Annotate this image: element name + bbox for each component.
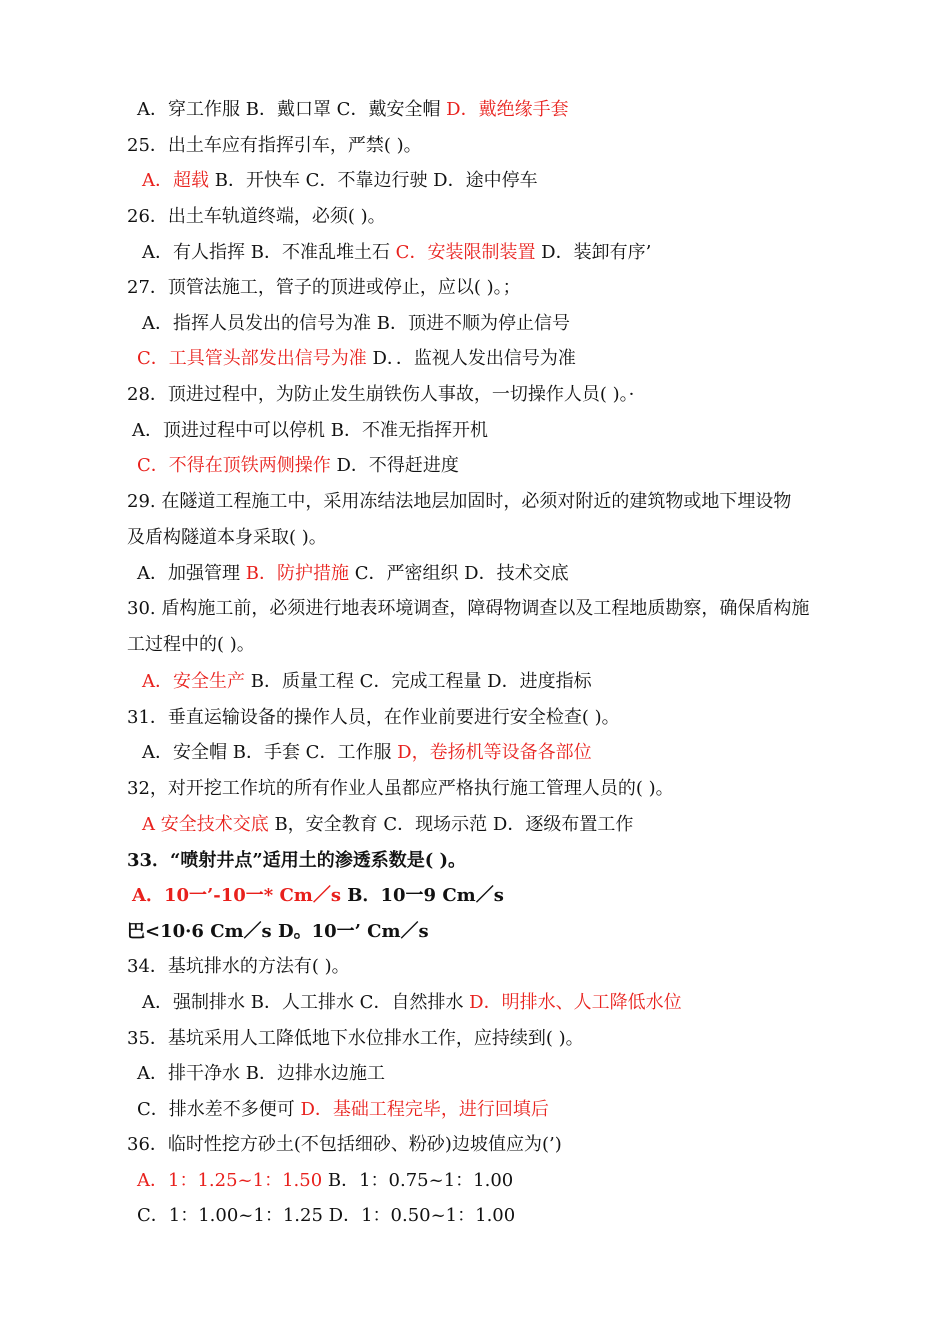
answer-text: A．1：1.25~1：1.50	[137, 1170, 323, 1191]
text-line	[0, 240, 950, 266]
question-text: A．有人指挥 B．不准乱堆土石	[142, 242, 396, 263]
question-text: 28．顶进过程中，为防止发生崩铁伤人事故，一切操作人员( )。·	[127, 384, 635, 405]
question-text: B，安全教育 C．现场示范 D．逐级布置工作	[268, 814, 634, 835]
question-text: C．排水差不多便可	[137, 1099, 301, 1120]
text-line	[0, 311, 950, 337]
text-line	[0, 883, 950, 909]
question-text: 30. 盾构施工前，必须进行地表环境调查，障碍物调查以及工程地质勘察，确保盾构施	[127, 598, 810, 619]
text-line	[0, 382, 950, 408]
answer-text: C．不得在顶铁两侧操作	[137, 455, 331, 476]
text-line	[0, 596, 950, 622]
text-line	[0, 776, 950, 802]
text-line	[0, 133, 950, 159]
text-line	[0, 740, 950, 766]
question-text: B．质量工程 C．完成工程量 D．进度指标	[245, 671, 592, 692]
question-text: 巴<10·6 Cm／s D。10一’ Cm／s	[127, 921, 429, 942]
question-text: A．安全帽 B．手套 C．工作服	[142, 742, 398, 763]
question-text: 31．垂直运输设备的操作人员，在作业前要进行安全检查( )。	[127, 707, 620, 728]
text-line	[0, 848, 950, 874]
question-text: A．排干净水 B．边排水边施工	[137, 1063, 385, 1084]
text-line	[0, 525, 950, 551]
question-text: 34．基坑排水的方法有( )。	[127, 956, 350, 977]
question-text: 32，对开挖工作坑的所有作业人虽都应严格执行施工管理人员的( )。	[127, 778, 674, 799]
answer-text: D．明排水、人工降低水位	[469, 992, 682, 1013]
text-line	[0, 346, 950, 372]
text-line	[0, 1097, 950, 1123]
text-line	[0, 705, 950, 731]
text-line	[0, 168, 950, 194]
question-text: A．强制排水 B．人工排水 C．自然排水	[142, 992, 470, 1013]
text-line	[0, 453, 950, 479]
text-line	[0, 275, 950, 301]
question-text: C．严密组织 D．技术交底	[348, 563, 569, 584]
text-line	[0, 561, 950, 587]
answer-text: A 安全技术交底	[142, 814, 269, 835]
question-text: B．1：0.75~1：1.00	[322, 1170, 514, 1191]
answer-text: D．戴绝缘手套	[446, 99, 569, 120]
text-line	[0, 97, 950, 123]
question-text: B．10一9 Cm／s	[341, 885, 504, 906]
question-text: D．装卸有序’	[535, 242, 652, 263]
question-text: A．指挥人员发出的信号为准 B．顶进不顺为停止信号	[142, 313, 570, 334]
question-text: 26．出土车轨道终端，必须( )。	[127, 206, 386, 227]
text-line	[0, 1168, 950, 1194]
answer-text: D，卷扬机等设备各部位	[397, 742, 592, 763]
question-text: 25．出土车应有指挥引车，严禁( )。	[127, 135, 422, 156]
text-line	[0, 1132, 950, 1158]
text-line	[0, 1061, 950, 1087]
answer-text: C．安装限制装置	[395, 242, 536, 263]
question-text: A．顶进过程中可以停机 B．不准无指挥开机	[132, 420, 488, 441]
text-line	[0, 990, 950, 1016]
text-line	[0, 632, 950, 658]
question-text: B．开快车 C．不靠边行驶 D．途中停车	[209, 170, 538, 191]
answer-text: A．安全生产	[142, 671, 245, 692]
question-text: C．1：1.00~1：1.25 D．1：0.50~1：1.00	[137, 1205, 516, 1226]
question-text: 33．“喷射井点”适用土的渗透系数是( )。	[127, 850, 467, 871]
text-line	[0, 669, 950, 695]
text-line	[0, 418, 950, 444]
question-text: 工过程中的( )。	[127, 634, 255, 655]
question-text: A．穿工作服 B．戴口罩 C．戴安全帽	[137, 99, 447, 120]
answer-text: B．防护措施	[245, 563, 349, 584]
question-text: 35．基坑采用人工降低地下水位排水工作，应持续到( )。	[127, 1028, 584, 1049]
text-line	[0, 954, 950, 980]
question-text: 29. 在隧道工程施工中，采用冻结法地层加固时，必须对附近的建筑物或地下埋设物	[127, 491, 792, 512]
answer-text: C．工具管头部发出信号为准	[137, 348, 367, 369]
answer-text: A．10一’-10一* Cm／s	[132, 885, 341, 906]
answer-text: A．超载	[142, 170, 209, 191]
question-text: 及盾构隧道本身采取( )。	[127, 527, 327, 548]
text-line	[0, 812, 950, 838]
text-line	[0, 204, 950, 230]
text-line	[0, 489, 950, 515]
text-line	[0, 919, 950, 945]
answer-text: D．基础工程完毕，进行回填后	[300, 1099, 549, 1120]
question-text: 36．临时性挖方砂土(不包括细砂、粉砂)边坡值应为(’)	[127, 1134, 562, 1155]
question-text: D．不得赶进度	[330, 455, 459, 476]
question-text: D．．监视人发出信号为准	[366, 348, 576, 369]
question-text: 27．顶管法施工，管子的顶进或停止，应以( )。；	[127, 277, 521, 298]
text-line	[0, 1026, 950, 1052]
question-text: A．加强管理	[137, 563, 246, 584]
text-line	[0, 1203, 950, 1229]
